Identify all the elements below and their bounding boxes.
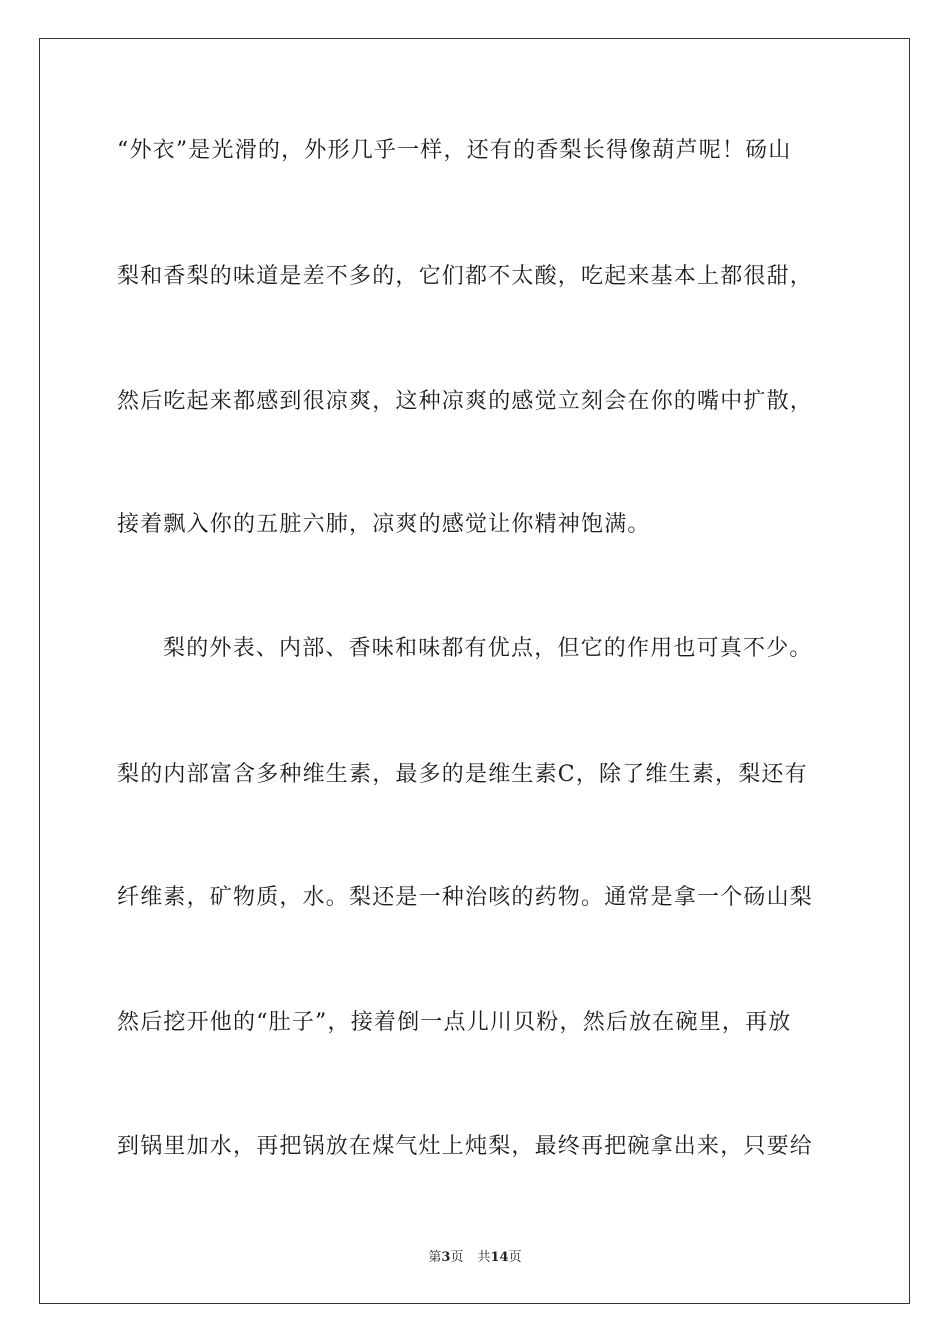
page-number-prefix: 第 xyxy=(428,1250,442,1265)
page-number-suffix: 页 xyxy=(450,1250,464,1265)
paragraph-start-line: 梨的外表、内部、香味和味都有优点，但它的作用也可真不少。 xyxy=(163,636,813,661)
page-number-current: 3 xyxy=(441,1250,451,1265)
page-total-prefix: 共 xyxy=(477,1250,491,1265)
text-line-6: 梨的内部富含多种维生素，最多的是维生素C，除了维生素，梨还有 xyxy=(117,762,808,787)
page-border xyxy=(39,38,910,1304)
text-line-2: 梨和香梨的味道是差不多的，它们都不太酸，吃起来基本上都很甜， xyxy=(117,264,814,289)
text-line-7: 纤维素，矿物质，水。梨还是一种治咳的药物。通常是拿一个砀山梨 xyxy=(117,885,814,910)
text-line-1: “外衣”是光滑的，外形几乎一样，还有的香梨长得像葫芦呢！砀山 xyxy=(117,138,792,163)
page-footer xyxy=(0,1246,950,1265)
text-line-8: 然后挖开他的“肚子”，接着倒一点儿川贝粉，然后放在碗里，再放 xyxy=(117,1010,792,1035)
page-total-suffix: 页 xyxy=(508,1250,522,1265)
page-total-count: 14 xyxy=(490,1250,509,1265)
text-line-4: 接着飘入你的五脏六肺，凉爽的感觉让你精神饱满。 xyxy=(117,512,651,537)
text-line-9: 到锅里加水，再把锅放在煤气灶上炖梨，最终再把碗拿出来，只要给 xyxy=(117,1134,814,1159)
text-line-3: 然后吃起来都感到很凉爽，这种凉爽的感觉立刻会在你的嘴中扩散， xyxy=(117,389,814,414)
